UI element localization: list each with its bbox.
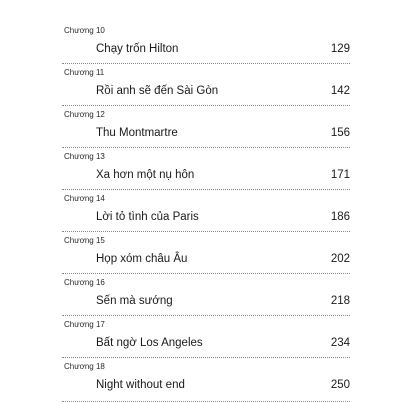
toc-entry: [62, 26, 350, 64]
chapter-label: Chương 18: [64, 362, 105, 371]
chapter-page-number: 218: [330, 295, 350, 307]
dotted-divider: [62, 105, 350, 106]
dotted-divider: [62, 147, 350, 148]
toc-entry: [62, 194, 350, 232]
chapter-label: Chương 10: [64, 26, 105, 35]
dotted-divider: [62, 357, 350, 358]
dotted-divider: [62, 63, 350, 64]
chapter-title: Họp xóm châu Âu: [96, 253, 188, 265]
dotted-divider: [62, 231, 350, 232]
chapter-label: Chương 12: [64, 110, 105, 119]
dotted-divider: [62, 315, 350, 316]
chapter-title: Xa hơn một nụ hôn: [96, 169, 195, 181]
toc-entry: [62, 320, 350, 358]
chapter-title: Bất ngờ Los Angeles: [96, 337, 203, 349]
dotted-divider: [62, 189, 350, 190]
toc-entry: [62, 152, 350, 190]
chapter-title: Sến mà sướng: [96, 295, 173, 307]
chapter-label: Chương 14: [64, 194, 105, 203]
chapter-page-number: 171: [330, 169, 350, 181]
chapter-label: Chương 11: [64, 68, 105, 77]
chapter-page-number: 156: [330, 127, 350, 139]
chapter-page-number: 142: [330, 85, 350, 97]
dotted-divider: [62, 273, 350, 274]
chapter-title: Chạy trốn Hilton: [96, 43, 179, 55]
toc-entry: [62, 110, 350, 148]
toc-entry: [62, 278, 350, 316]
chapter-page-number: 202: [330, 253, 350, 265]
toc-entry: [62, 68, 350, 106]
chapter-page-number: 129: [330, 43, 350, 55]
chapter-title: Night without end: [96, 379, 185, 391]
chapter-title: Lời tỏ tình của Paris: [96, 211, 199, 223]
chapter-label: Chương 16: [64, 278, 105, 287]
toc-entry: [62, 236, 350, 274]
chapter-page-number: 250: [330, 379, 350, 391]
chapter-title: Rồi anh sẽ đến Sài Gòn: [96, 85, 219, 97]
chapter-label: Chương 17: [64, 320, 105, 329]
chapter-page-number: 186: [330, 211, 350, 223]
chapter-label: Chương 13: [64, 152, 105, 161]
chapter-page-number: 234: [330, 337, 350, 349]
toc-entry: [62, 362, 350, 400]
chapter-title: Thu Montmartre: [96, 127, 178, 139]
chapter-label: Chương 15: [64, 236, 105, 245]
